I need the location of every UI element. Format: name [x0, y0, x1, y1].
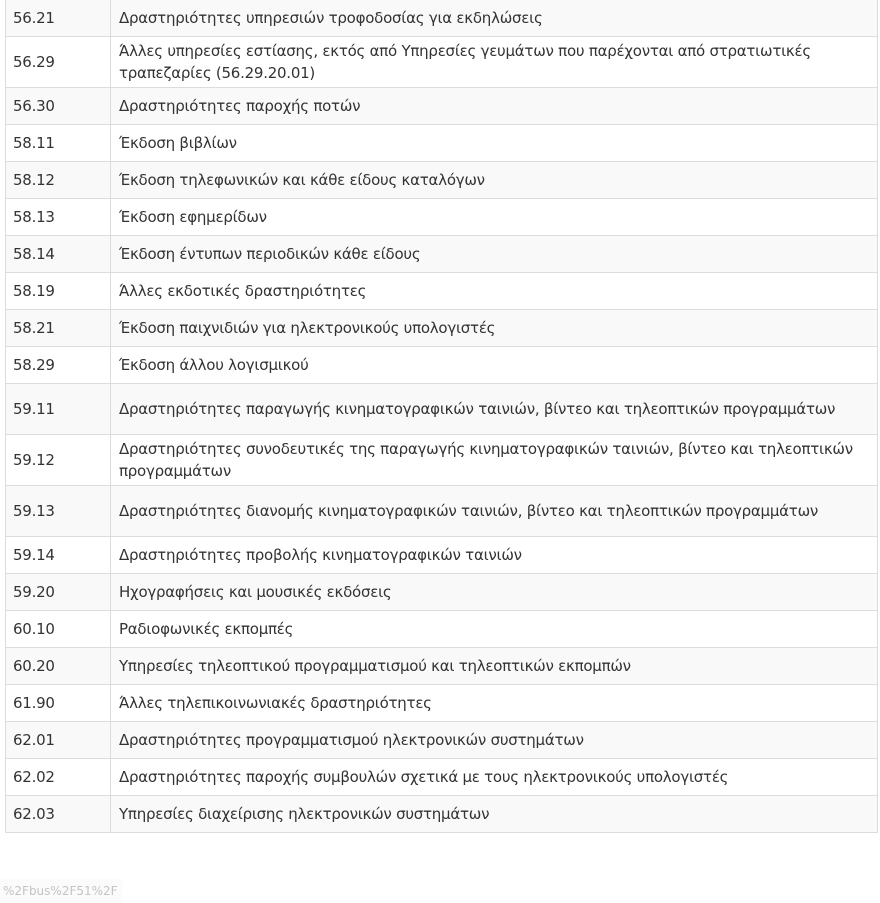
activity-description: Υπηρεσίες διαχείρισης ηλεκτρονικών συστημάτων — [111, 796, 878, 833]
activity-code: 58.14 — [6, 236, 111, 273]
activity-code: 59.11 — [6, 384, 111, 435]
activity-description: Δραστηριότητες παροχής ποτών — [111, 88, 878, 125]
table-row — [6, 384, 878, 435]
table-row — [6, 486, 878, 537]
activity-description: Άλλες τηλεπικοινωνιακές δραστηριότητες — [111, 685, 878, 722]
activity-code: 56.29 — [6, 37, 111, 88]
table-row — [6, 310, 878, 347]
table-row — [6, 347, 878, 384]
activity-codes-table — [5, 0, 878, 833]
activity-description: Έκδοση τηλεφωνικών και κάθε είδους καταλόγων — [111, 162, 878, 199]
activity-code: 62.02 — [6, 759, 111, 796]
table-row — [6, 759, 878, 796]
table-row — [6, 236, 878, 273]
activity-code: 58.12 — [6, 162, 111, 199]
table-row — [6, 37, 878, 88]
activity-code: 59.13 — [6, 486, 111, 537]
activity-code: 61.90 — [6, 685, 111, 722]
activity-code: 62.01 — [6, 722, 111, 759]
activity-code: 59.20 — [6, 574, 111, 611]
activity-code: 60.10 — [6, 611, 111, 648]
activity-description: Έκδοση έντυπων περιοδικών κάθε είδους — [111, 236, 878, 273]
table-row — [6, 88, 878, 125]
activity-description: Έκδοση βιβλίων — [111, 125, 878, 162]
activity-code: 58.13 — [6, 199, 111, 236]
activity-description: Υπηρεσίες τηλεοπτικού προγραμματισμού και τηλεοπτικών εκπομπών — [111, 648, 878, 685]
table-row — [6, 162, 878, 199]
table-row — [6, 273, 878, 310]
activity-codes-table-wrapper — [5, 0, 878, 833]
table-row — [6, 0, 878, 37]
activity-code: 56.21 — [6, 0, 111, 37]
activity-code: 58.21 — [6, 310, 111, 347]
table-row — [6, 574, 878, 611]
table-row — [6, 685, 878, 722]
activity-code: 59.12 — [6, 435, 111, 486]
activity-code: 58.11 — [6, 125, 111, 162]
activity-code: 58.19 — [6, 273, 111, 310]
table-row — [6, 796, 878, 833]
status-bar-url: %2Fbus%2F51%2F — [0, 879, 122, 903]
activity-code: 58.29 — [6, 347, 111, 384]
activity-code: 56.30 — [6, 88, 111, 125]
activity-description: Άλλες υπηρεσίες εστίασης, εκτός από Υπηρεσίες γευμάτων που παρέχονται από στρατιωτικές τραπεζαρίες (56.29.20.01) — [111, 37, 878, 88]
activity-code: 62.03 — [6, 796, 111, 833]
activity-description: Έκδοση παιχνιδιών για ηλεκτρονικούς υπολογιστές — [111, 310, 878, 347]
activity-description: Δραστηριότητες υπηρεσιών τροφοδοσίας για εκδηλώσεις — [111, 0, 878, 37]
activity-code: 60.20 — [6, 648, 111, 685]
activity-description: Δραστηριότητες παροχής συμβουλών σχετικά με τους ηλεκτρονικούς υπολογιστές — [111, 759, 878, 796]
activity-description: Δραστηριότητες προβολής κινηματογραφικών ταινιών — [111, 537, 878, 574]
table-row — [6, 537, 878, 574]
table-row — [6, 125, 878, 162]
table-row — [6, 722, 878, 759]
activity-description: Ηχογραφήσεις και μουσικές εκδόσεις — [111, 574, 878, 611]
activity-description: Δραστηριότητες διανομής κινηματογραφικών ταινιών, βίντεο και τηλεοπτικών προγραμμάτων — [111, 486, 878, 537]
table-row — [6, 611, 878, 648]
activity-description: Άλλες εκδοτικές δραστηριότητες — [111, 273, 878, 310]
table-row — [6, 435, 878, 486]
activity-description: Ραδιοφωνικές εκπομπές — [111, 611, 878, 648]
activity-description: Δραστηριότητες συνοδευτικές της παραγωγής κινηματογραφικών ταινιών, βίντεο και τηλεοπτικών προγραμμάτων — [111, 435, 878, 486]
table-row — [6, 199, 878, 236]
activity-description: Έκδοση άλλου λογισμικού — [111, 347, 878, 384]
activity-description: Δραστηριότητες παραγωγής κινηματογραφικών ταινιών, βίντεο και τηλεοπτικών προγραμμάτων — [111, 384, 878, 435]
activity-description: Έκδοση εφημερίδων — [111, 199, 878, 236]
activity-description: Δραστηριότητες προγραμματισμού ηλεκτρονικών συστημάτων — [111, 722, 878, 759]
table-row — [6, 648, 878, 685]
activity-code: 59.14 — [6, 537, 111, 574]
